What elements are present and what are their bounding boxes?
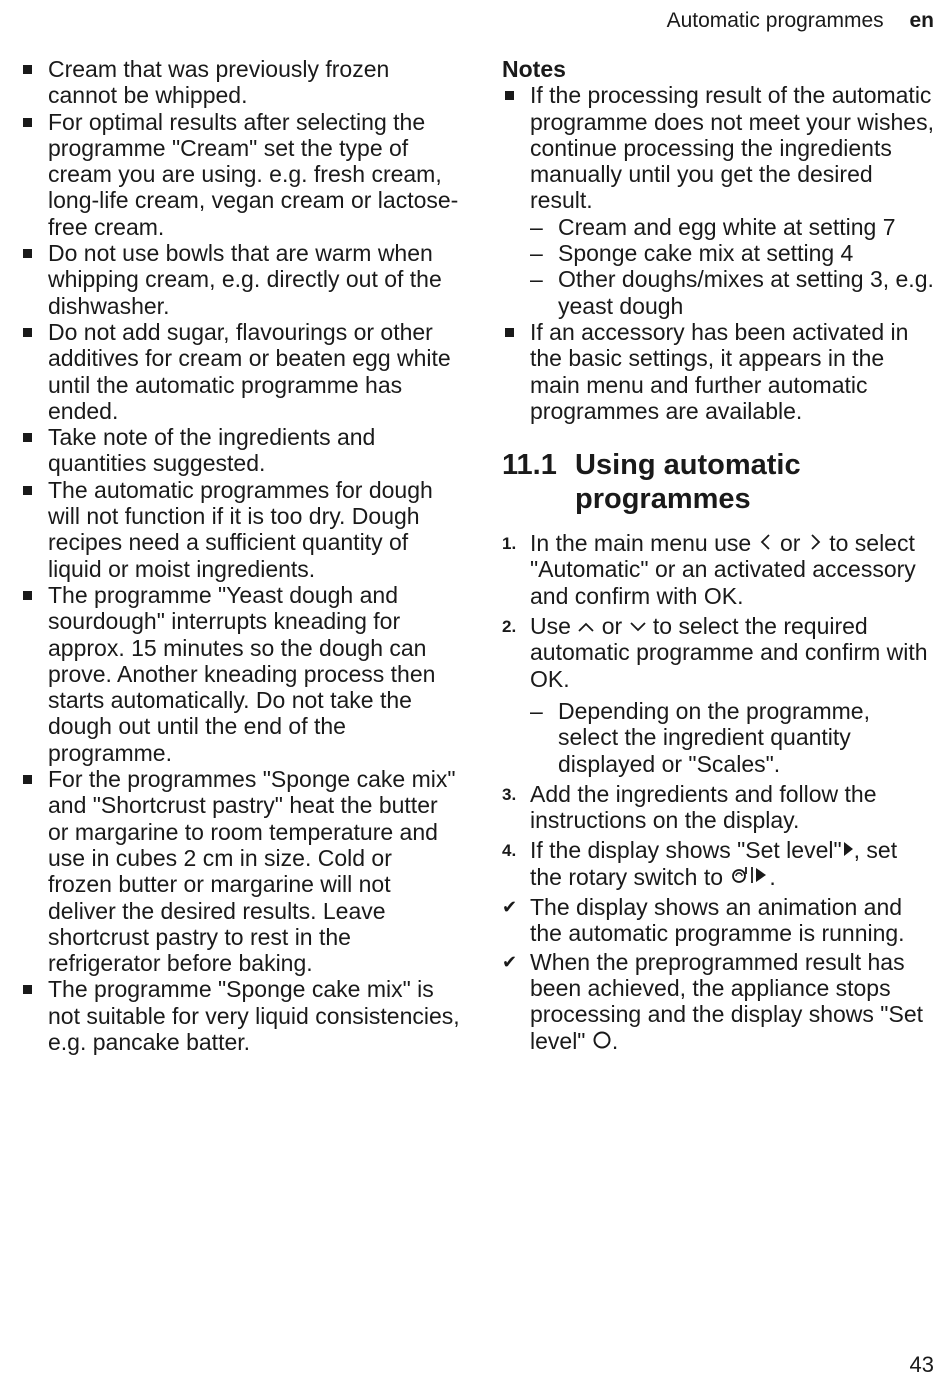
notes-list: [502, 82, 934, 424]
step-text: In the main menu use: [530, 530, 752, 557]
step-number: 2.: [502, 617, 517, 637]
list-item: Do not use bowls that are warm when whipping cream, e.g. directly out of the dishwasher.: [20, 240, 460, 319]
note-text: If the processing result of the automatic programme does not meet your wishes, continue processing the ingredients manually until you get the desired result.: [530, 82, 934, 214]
result-item: [502, 894, 934, 947]
step-text: to select the required automatic programme and confirm with: [530, 613, 928, 666]
tips-list: [20, 56, 460, 1055]
right-column: [502, 56, 934, 1054]
dash-marker: –: [530, 266, 543, 293]
note-item: [502, 82, 934, 319]
circle-icon: [592, 1029, 612, 1049]
chevron-right-icon: [807, 533, 823, 551]
checkmark-icon: ✔: [502, 897, 518, 918]
step-text: If the display shows "Set level": [530, 837, 842, 864]
result-text: When the preprogrammed result has been achieved, the appliance stops processing and the display shows "Set level": [530, 948, 923, 1054]
setting-text: Cream and egg white at setting 7: [558, 213, 896, 240]
rotary-switch-icon: [729, 865, 769, 885]
step-text: .: [563, 665, 570, 692]
step-number: 3.: [502, 784, 517, 804]
step-text: Add the ingredients and follow the instructions on the display.: [530, 780, 877, 834]
checkmark-icon: ✔: [502, 951, 518, 972]
chevron-up-icon: [577, 620, 595, 634]
list-item: Cream that was previously frozen cannot be whipped.: [20, 56, 460, 109]
header-section-name: Automatic programmes: [666, 9, 884, 32]
list-item: For the programmes "Sponge cake mix" and "Shortcrust pastry" heat the butter or margarine to room temperature and use in cubes 2 cm in size. Cold or frozen butter or margarine will not deliver the desired results. Leave shortcrust pastry to rest in the refrigerator before baking.: [20, 766, 460, 976]
step-sub-list: [530, 698, 934, 777]
step-text: or: [601, 613, 623, 640]
step-item: [502, 781, 934, 834]
section-title: Using automatic programmes: [575, 449, 801, 516]
dash-marker: –: [530, 213, 543, 240]
list-item: Do not add sugar, flavourings or other additives for cream or beaten egg white until the automatic programme has ended.: [20, 319, 460, 424]
step-sub-text: Depending on the programme, select the ingredient quantity displayed or "Scales".: [558, 697, 870, 777]
settings-list: [530, 214, 934, 319]
result-item: [502, 949, 934, 1054]
play-triangle-icon: [842, 840, 854, 858]
chevron-left-icon: [758, 533, 774, 551]
result-text: The display shows an animation and the automatic programme is running.: [530, 894, 905, 947]
setting-text: Other doughs/mixes at setting 3, e.g. yeast dough: [558, 266, 934, 319]
step-text: or: [779, 530, 801, 557]
step-text: , set the rotary switch to: [530, 837, 898, 890]
step-item: [502, 530, 934, 609]
step-sub-item: [530, 698, 934, 777]
dash-marker: –: [530, 697, 543, 724]
left-column: [20, 56, 460, 1055]
step-number: 1.: [502, 534, 517, 554]
step-number: 4.: [502, 841, 517, 861]
steps-list: [502, 530, 934, 890]
list-item: Take note of the ingredients and quantities suggested.: [20, 424, 460, 477]
ok-key-label: OK: [530, 665, 564, 692]
header-language: en: [909, 9, 934, 32]
section-number: 11.1: [502, 449, 557, 482]
step-text: Use: [530, 613, 571, 640]
dash-marker: –: [530, 240, 543, 267]
page-header: [667, 8, 934, 34]
step-item: [502, 613, 934, 777]
list-item: The automatic programmes for dough will not function if it is too dry. Dough recipes need a sufficient quantity of liquid or moist ingredients.: [20, 477, 460, 582]
step-text: .: [737, 582, 744, 609]
section-heading: [502, 448, 934, 516]
list-item: The programme "Yeast dough and sourdough" interrupts kneading for approx. 15 minutes so the dough can prove. Another kneading process then starts automatically. Do not take the dough out until the end of the programme.: [20, 582, 460, 766]
page-number: 43: [909, 1352, 934, 1377]
chevron-down-icon: [629, 620, 647, 634]
setting-item: [530, 266, 934, 319]
setting-text: Sponge cake mix at setting 4: [558, 240, 854, 267]
setting-item: [530, 240, 934, 266]
step-text: .: [769, 863, 776, 890]
note-item: If an accessory has been activated in the basic settings, it appears in the main menu and further automatic programmes are available.: [502, 319, 934, 424]
results-list: [502, 894, 934, 1054]
result-text: .: [611, 1027, 619, 1054]
notes-title: Notes: [502, 56, 566, 82]
list-item: For optimal results after selecting the programme "Cream" set the type of cream you are using. e.g. fresh cream, long-life cream, vegan cream or lactose-free cream.: [20, 109, 460, 240]
step-item: [502, 837, 934, 890]
setting-item: [530, 214, 934, 240]
ok-key-label: OK: [703, 582, 738, 609]
step-text: to select "Automatic" or an activated accessory and confirm with: [530, 530, 916, 609]
list-item: The programme "Sponge cake mix" is not suitable for very liquid consistencies, e.g. pancake batter.: [20, 976, 460, 1055]
